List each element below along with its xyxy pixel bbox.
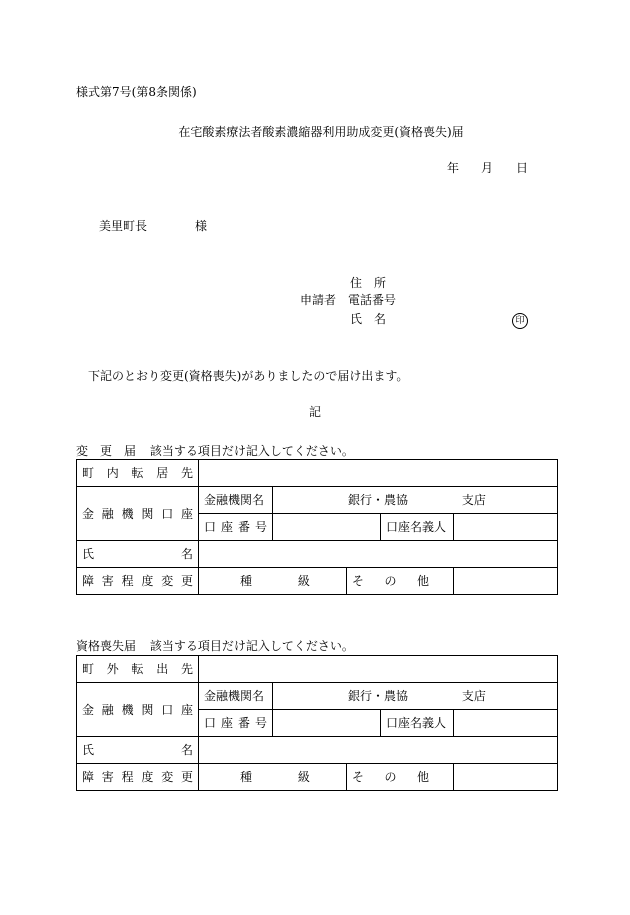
seal-text: 印 — [512, 313, 528, 329]
change-other-field[interactable] — [454, 568, 558, 595]
change-grade-label: 級 — [297, 574, 310, 588]
loss-bank-label: 金融機関口座 — [77, 683, 199, 737]
change-row1-label: 町内転居先 — [77, 460, 199, 487]
change-account-number-label: 口座番号 — [199, 514, 273, 541]
table-row — [77, 541, 558, 568]
change-section-heading — [76, 443, 354, 459]
change-institution-field[interactable] — [273, 487, 558, 514]
loss-account-holder-label: 口座名義人 — [381, 710, 454, 737]
loss-grade-label: 級 — [297, 770, 310, 784]
loss-type-label: 種 — [240, 770, 253, 784]
date-year: 年 — [447, 161, 460, 175]
change-account-holder-label: 口座名義人 — [381, 514, 454, 541]
ki-mark: 記 — [308, 405, 321, 419]
loss-branch-suffix: 支店 — [461, 689, 486, 703]
change-bank-label: 金融機関口座 — [77, 487, 199, 541]
addressee-name: 美里町長 — [99, 219, 148, 233]
change-institution-label: 金融機関名 — [199, 487, 273, 514]
table-row — [77, 683, 558, 710]
loss-heading-left: 資格喪失届 — [76, 639, 137, 653]
loss-type-grade-field[interactable] — [199, 764, 347, 791]
date-day: 日 — [516, 161, 529, 175]
address-label: 住 所 — [350, 276, 387, 290]
change-disability-label: 障害程度変更 — [77, 568, 199, 595]
loss-bank-suffix: 銀行・農協 — [348, 689, 409, 703]
loss-row1-field[interactable] — [199, 656, 558, 683]
change-type-grade-field[interactable] — [199, 568, 347, 595]
form-title: 在宅酸素療法者酸素濃縮器利用助成変更(資格喪失)届 — [178, 125, 464, 139]
table-row — [77, 568, 558, 595]
loss-institution-label: 金融機関名 — [199, 683, 273, 710]
table-row — [77, 764, 558, 791]
loss-table — [76, 655, 557, 793]
change-branch-suffix: 支店 — [461, 493, 486, 507]
loss-account-holder-field[interactable] — [454, 710, 558, 737]
phone-label: 電話番号 — [348, 293, 397, 307]
change-type-label: 種 — [240, 574, 253, 588]
change-row1-field[interactable] — [199, 460, 558, 487]
loss-row1-label: 町外転出先 — [77, 656, 199, 683]
change-heading-left: 変 更 届 — [76, 444, 137, 458]
change-account-holder-field[interactable] — [454, 514, 558, 541]
applicant-role: 申請者 — [300, 293, 337, 307]
table-row — [77, 656, 558, 683]
addressee-honorific: 様 — [195, 219, 208, 233]
body-text: 下記のとおり変更(資格喪失)がありましたので届け出ます。 — [88, 369, 409, 383]
change-heading-right: 該当する項目だけ記入してください。 — [149, 444, 354, 458]
loss-section-heading — [76, 638, 354, 654]
table-row — [77, 460, 558, 487]
loss-other-field[interactable] — [454, 764, 558, 791]
loss-name-label: 氏名 — [77, 737, 199, 764]
name-label: 氏 名 — [350, 312, 387, 326]
form-number: 様式第7号(第8条関係) — [76, 85, 197, 99]
table-row — [77, 487, 558, 514]
change-name-field[interactable] — [199, 541, 558, 568]
loss-heading-right: 該当する項目だけ記入してください。 — [149, 639, 354, 653]
loss-account-number-field[interactable] — [273, 710, 381, 737]
change-bank-suffix: 銀行・農協 — [348, 493, 409, 507]
loss-name-field[interactable] — [199, 737, 558, 764]
change-other-label: その他 — [347, 568, 454, 595]
table-row — [77, 737, 558, 764]
date-month: 月 — [481, 161, 494, 175]
loss-other-label: その他 — [347, 764, 454, 791]
seal-mark — [512, 311, 528, 329]
change-name-label: 氏名 — [77, 541, 199, 568]
loss-institution-field[interactable] — [273, 683, 558, 710]
change-table — [76, 459, 557, 597]
loss-account-number-label: 口座番号 — [199, 710, 273, 737]
change-account-number-field[interactable] — [273, 514, 381, 541]
loss-disability-label: 障害程度変更 — [77, 764, 199, 791]
